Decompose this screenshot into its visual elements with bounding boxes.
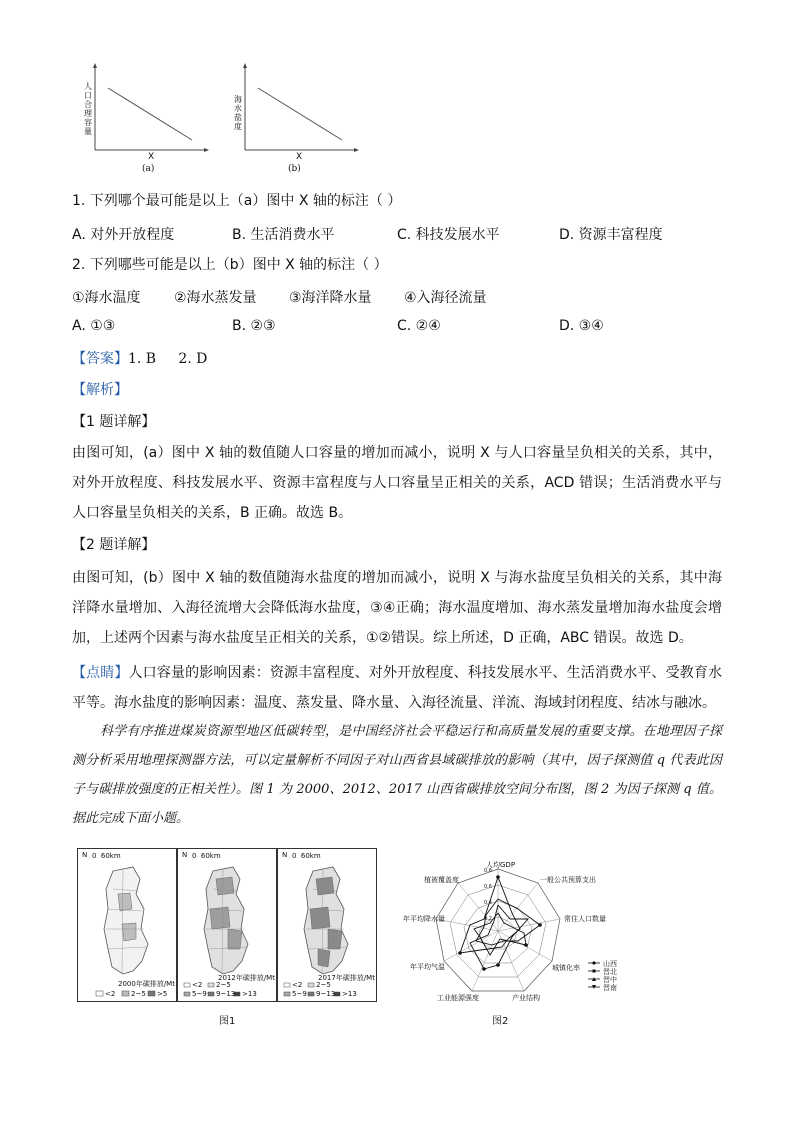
map-2017-scale: 0 60km	[292, 852, 321, 860]
radar-axis-6: 工业能源强度	[437, 994, 479, 1002]
map-2000-legend-3: >5	[157, 990, 168, 998]
map-2012-north: N	[182, 851, 188, 859]
radar-axis-4: 城镇化率	[552, 964, 580, 972]
graph-a-xlabel: X	[148, 152, 155, 162]
q2-item-2: ②海水蒸发量	[174, 290, 257, 306]
radar-axis-7: 年平均气温	[410, 963, 445, 971]
q1-option-c: C. 科技发展水平	[397, 227, 500, 243]
map-2012-legend-3: 5~9	[192, 990, 207, 998]
map-2017-legend-5: >13	[342, 990, 357, 998]
map-2000-legend-2: 2~5	[131, 990, 146, 998]
graph-a	[80, 60, 210, 180]
radar-axis-8: 年平均降水量	[403, 915, 445, 923]
q1-option-b: B. 生活消费水平	[232, 227, 335, 243]
pointer-paragraph	[72, 658, 722, 718]
graph-b-xlabel: X	[296, 152, 303, 162]
radar-tick-2: 0.6	[484, 884, 492, 890]
radar-axis-9: 植被覆盖度	[424, 876, 459, 884]
graph-b-ylabel: 海水盐度	[234, 95, 242, 131]
map-2017-title: 2017年碳排放/Mt	[318, 974, 375, 982]
map-2017-legend-1: <2	[292, 981, 303, 989]
radar-grid	[436, 869, 560, 991]
map-2012-legend-5: >13	[242, 990, 257, 998]
answer-text: 1. B 2. D	[128, 351, 208, 367]
radar-tick-3: 0.4	[484, 900, 492, 906]
radar-tick-1: 0.8	[484, 868, 492, 874]
q1-option-a: A. 对外开放程度	[72, 227, 175, 243]
q2-item-1: ①海水温度	[72, 290, 141, 306]
q2-option-c: C. ②④	[397, 318, 441, 334]
map-2000-legend-1: <2	[105, 990, 116, 998]
fig2-caption: 图2	[492, 1016, 509, 1027]
map-2017-north: N	[282, 851, 288, 859]
pointer-text: 人口容量的影响因素：资源丰富程度、对外开放程度、科技发展水平、生活消费水平、受教育水平等。海水盐度的影响因素：温度、蒸发量、降水量、入海径流量、洋流、海域封闭程度、结冰与融冰。	[72, 665, 723, 711]
detail2-text: 由图可知，(b）图中 X 轴的数值随海水盐度的增加而减小，说明 X 与海水盐度呈负相关的关系，其中海洋降水量增加、入海径流增大会降低海水盐度，③④正确；海水温度增加、海水蒸发量增加海水盐度会增加，上述两个因素与海水盐度呈正相关的关系，①②错误。综上所述，D 正确，ABC 错误。故选 D。	[72, 570, 722, 646]
radar-legend-2: 晋北	[603, 968, 617, 976]
q2-option-a: A. ①③	[72, 318, 116, 334]
answer-label: 【答案】	[72, 351, 128, 367]
detail1-label: 【1 题详解】	[72, 414, 156, 430]
radar-axis-2: 一般公共预算支出	[540, 876, 596, 884]
graph-a-caption: (a)	[142, 164, 155, 174]
detail1-text: 由图可知，(a）图中 X 轴的数值随人口容量的增加而减小，说明 X 与人口容量呈负相关的关系，其中，对外开放程度、科技发展水平、资源丰富程度与人口容量呈正相关的关系，ACD 错误；生活消费水平与人口容量呈负相关的关系，B 正确。故选 B。	[72, 445, 722, 521]
map-2012-legend-4: 9~13	[216, 990, 236, 998]
q2-item-3: ③海洋降水量	[289, 290, 372, 306]
map-2000-scale: 0 60km	[92, 852, 121, 860]
map-2000-north: N	[82, 851, 88, 859]
radar-legend-3: 晋中	[603, 976, 617, 984]
map-2012-legend-1: <2	[192, 981, 203, 989]
map-2012	[177, 848, 277, 1002]
q1-option-d: D. 资源丰富程度	[559, 227, 663, 243]
graph-a-ylabel: 人口合理容量	[84, 82, 92, 136]
detail2-label: 【2 题详解】	[72, 537, 156, 553]
map-2017-legend-4: 9~13	[316, 990, 336, 998]
radar-axis-1: 人均GDP	[486, 861, 516, 869]
map-2017-legend-3: 5~9	[292, 990, 307, 998]
analysis-label: 【解析】	[72, 382, 128, 398]
radar-legend	[588, 961, 600, 989]
map-2017-legend-2: 2~5	[316, 981, 331, 989]
pointer-label: 【点睛】	[72, 665, 129, 681]
graph-b	[230, 60, 360, 180]
map-2000	[77, 848, 177, 1002]
q2-stem: 2. 下列哪些可能是以上（b）图中 X 轴的标注（ ）	[72, 257, 388, 273]
map-2012-title: 2012年碳排放/Mt	[218, 974, 275, 982]
map-2017	[277, 848, 377, 1002]
radar-tick-4: 0.2	[484, 916, 492, 922]
radar-axis-5: 产业结构	[512, 994, 540, 1002]
answer-row	[72, 349, 207, 369]
map-2000-title: 2000年碳排放/Mt	[118, 980, 175, 988]
q1-stem: 1. 下列哪个最可能是以上（a）图中 X 轴的标注（ ）	[72, 193, 402, 209]
radar-legend-4: 晋南	[603, 984, 617, 992]
q2-option-b: B. ②③	[232, 318, 276, 334]
radar-legend-1: 山西	[603, 960, 617, 968]
fig1-caption: 图1	[219, 1016, 236, 1027]
q2-item-4: ④入海径流量	[404, 290, 487, 306]
graph-b-caption: (b)	[288, 164, 301, 174]
q2-option-d: D. ③④	[559, 318, 604, 334]
intro-paragraph: 科学有序推进煤炭资源型地区低碳转型，是中国经济社会平稳运行和高质量发展的重要支撑。在地理因子探测分析采用地理探测器方法，可以定量解析不同因子对山西省县域碳排放的影响（其中，因子探测值 q 代表此因子与碳排放强度的正相关性）。图 1 为 2000、2012、2017 山西省碳排放空间分布图，图 2 为因子探测 q 值。据此完成下面小题。	[72, 724, 722, 826]
radar-axis-3: 常住人口数量	[564, 915, 606, 923]
map-2012-scale: 0 60km	[192, 852, 221, 860]
map-2012-legend-2: 2~5	[216, 981, 231, 989]
